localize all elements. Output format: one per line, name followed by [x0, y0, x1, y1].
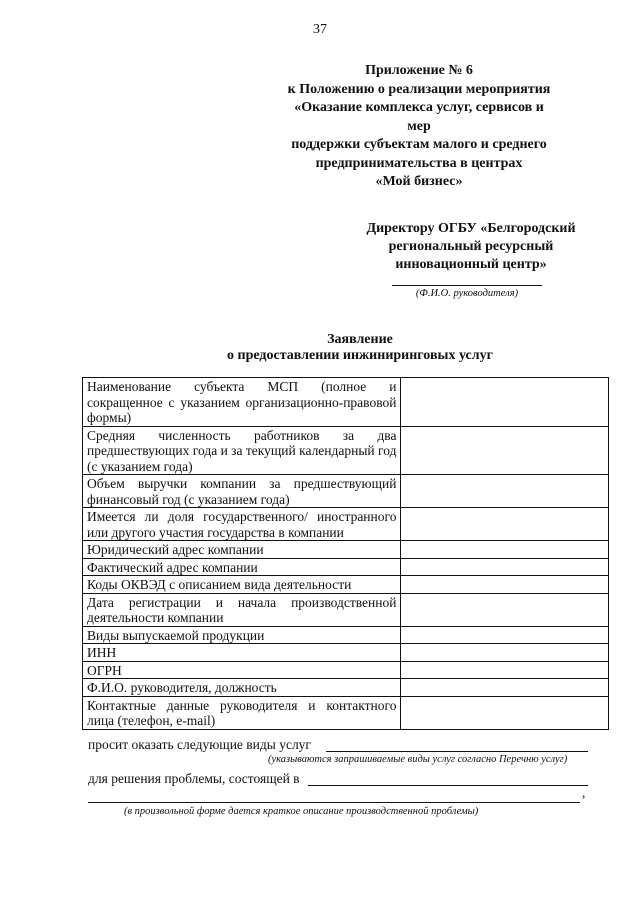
appendix-header — [282, 62, 556, 192]
services-request-text: просит оказать следующие виды услуг — [88, 737, 311, 752]
row-label: Ф.И.О. руководителя, должность — [83, 679, 401, 697]
application-title: Заявление — [327, 332, 393, 347]
addressee-line: Директору ОГБУ «Белгородский — [366, 221, 576, 236]
row-value-cell[interactable] — [401, 426, 609, 475]
director-name-field[interactable] — [392, 285, 542, 286]
application-title-block — [0, 332, 640, 364]
row-value-cell[interactable] — [401, 378, 609, 427]
problem-fill-line-2[interactable] — [88, 802, 580, 803]
table-row — [83, 426, 609, 475]
row-value-cell[interactable] — [401, 541, 609, 559]
table-row — [83, 378, 609, 427]
row-value-cell[interactable] — [401, 626, 609, 644]
table-row — [83, 696, 609, 729]
table-row — [83, 626, 609, 644]
table-row — [83, 661, 609, 679]
problem-fill-line-1[interactable] — [308, 785, 588, 786]
row-value-cell[interactable] — [401, 696, 609, 729]
row-label: ОГРН — [83, 661, 401, 679]
row-label: Средняя численность работников за два предшествующих года и за текущий календарный год (с указанием года) — [83, 426, 401, 475]
problem-hint: (в произвольной форме дается краткое описание производственной проблемы) — [124, 806, 479, 817]
company-info-table — [82, 377, 609, 730]
row-value-cell[interactable] — [401, 593, 609, 626]
appendix-line: предпринимательства в центрах — [315, 155, 523, 171]
appendix-line: «Мой бизнес» — [375, 174, 463, 189]
row-value-cell[interactable] — [401, 644, 609, 662]
appendix-line: Приложение № 6 — [365, 63, 473, 78]
row-value-cell[interactable] — [401, 475, 609, 508]
services-fill-line[interactable] — [326, 751, 588, 752]
table-row — [83, 508, 609, 541]
services-hint: (указываются запрашиваемые виды услуг согласно Перечню услуг) — [268, 754, 568, 765]
appendix-line: к Положению о реализации мероприятия — [287, 81, 551, 97]
table-row — [83, 541, 609, 559]
row-label: Объем выручки компании за предшествующий финансовый год (с указанием года) — [83, 475, 401, 508]
row-value-cell[interactable] — [401, 508, 609, 541]
row-value-cell[interactable] — [401, 661, 609, 679]
row-label: Виды выпускаемой продукции — [83, 626, 401, 644]
row-label: Дата регистрации и начала производственной деятельности компании — [83, 593, 401, 626]
row-label: Наименование субъекта МСП (полное и сокращенное с указанием организационно-правовой формы) — [83, 378, 401, 427]
row-value-cell[interactable] — [401, 558, 609, 576]
appendix-line: поддержки субъектам малого и среднего — [291, 137, 547, 152]
row-value-cell[interactable] — [401, 679, 609, 697]
page-number: 37 — [313, 22, 327, 37]
row-label: Коды ОКВЭД с описанием вида деятельности — [83, 576, 401, 594]
addressee-block — [346, 220, 596, 274]
table-row — [83, 593, 609, 626]
appendix-line: «Оказание комплекса услуг, сервисов и мер — [294, 100, 544, 134]
addressee-line: региональный ресурсный — [388, 239, 554, 254]
table-row — [83, 475, 609, 508]
row-label: Контактные данные руководителя и контактного лица (телефон, e-mail) — [83, 696, 401, 729]
table-row — [83, 644, 609, 662]
addressee-line: инновационный центр» — [395, 257, 547, 272]
problem-request-text: для решения проблемы, состоящей в — [88, 771, 300, 786]
row-label: Юридический адрес компании — [83, 541, 401, 559]
table-row — [83, 576, 609, 594]
row-label: Фактический адрес компании — [83, 558, 401, 576]
director-name-caption: (Ф.И.О. руководителя) — [415, 288, 519, 299]
application-subtitle: о предоставлении инжиниринговых услуг — [227, 348, 493, 363]
table-row — [83, 679, 609, 697]
row-label: Имеется ли доля государственного/ иностранного или другого участия государства в компании — [83, 508, 401, 541]
problem-line-end: , — [582, 785, 586, 800]
table-row — [83, 558, 609, 576]
row-value-cell[interactable] — [401, 576, 609, 594]
row-label: ИНН — [83, 644, 401, 662]
